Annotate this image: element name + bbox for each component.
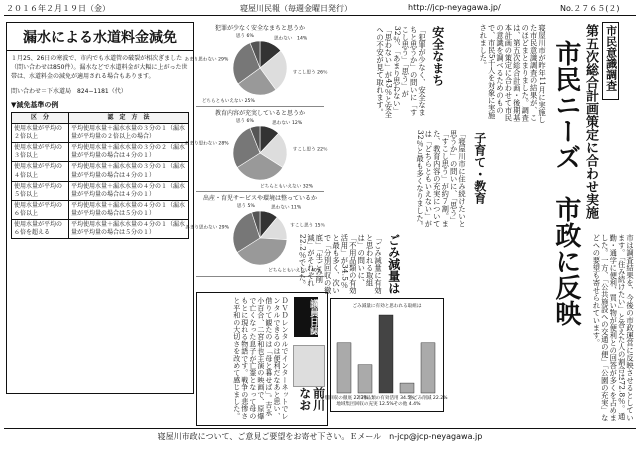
bar-svg [319, 299, 448, 411]
slice-label: 思わない 14% [274, 36, 308, 42]
pie-svg [184, 30, 328, 106]
article-lead: 寝屋川市が昨年11月に実施した市民意識調査の結果が、このほどまとまりました。調査は、第五次総合計画・後期基本計画の策定に合わせて市民の意識を調べるためのもので、市民5千人を対象に実施されました。 [479, 24, 547, 124]
site-url[interactable]: http://jcp-neyagawa.jp/ [408, 3, 501, 12]
slice-label: どちらともいえない 32% [260, 184, 314, 190]
pie-chart-safety [184, 22, 328, 107]
slice-label: 思わない 12% [272, 120, 303, 126]
section-body-garbage: 「ごみ減量に有効と思われる取組は」の問いに、「不用品類の有効活用」が34.5％と最も多く、次いで「分別回収の徹底」「生ごみ削減」がそれぞれ22.2％でした。 [298, 234, 383, 294]
headline-main: 市民ニーズ 市政に反映 [550, 40, 581, 326]
table-row [12, 124, 189, 143]
table-cell: 平均使用水量＋漏水水量の３分の１（漏水量が平均量の２倍以上の場合） [69, 124, 189, 143]
bar-label: 地域集団回収の充実 12.5% [336, 402, 394, 407]
page-header [0, 0, 640, 16]
footer-rule [4, 428, 636, 429]
slice-label: 思う 5% [236, 203, 255, 209]
section-body-safety: 「犯罪が少なく、安全なまちと思うか」の問いに「すこし思う」「思う」が32％、「あまり思わない」「思わない」が43％と安全への不安が見て取れます。 [376, 26, 427, 119]
section-title-garbage: ごみ減量は [386, 234, 401, 294]
article-continuation: 市は調査結果を、今後の市政運営に反映させるとしています。「住み続けたい」と答えた人の割合は72.8％。通勤・通学に便利、買い物が便利との回答が多くを占めました。一方、「公共施設への交通の便」「公園の充実」などへの要望も寄せられています。 [592, 234, 635, 422]
council-diary [196, 292, 328, 426]
chart-title: 犯罪が少なく安全なまちと思うか [214, 25, 305, 32]
diary-body: ＤＶＤレンタルでインターネットでレンタルできるのは便利だなあと思い、借りて観たのは「母と暮せば」。吉永小百合、二宮和也主演の映画で、原爆で亡くなった息子が亡霊となって母のもとに現れる物語です。戦争の悲惨さと平和の大切さを改めて感じました。 [232, 297, 289, 420]
headline-sub: 第五次総合計画策定に合わせ実施 [582, 24, 598, 219]
table-header-method: 認 定 方 法 [69, 113, 189, 124]
table-cell: 使用水量が平均の２倍以上 [12, 124, 69, 143]
member-photo [293, 345, 325, 387]
issue-number: No.２７６５(２) [560, 4, 620, 13]
header-rule [4, 15, 636, 16]
notice-subtitle: ▼減免基準の例 [11, 101, 59, 109]
table-row [12, 200, 189, 219]
issue-date: ２０１６年２月１９日（金） [6, 4, 110, 13]
bar [421, 343, 435, 393]
garbage-bar-chart [319, 298, 448, 412]
slice-label: すこし思う 26％ [292, 70, 328, 76]
slice-label: あまり思わない 29% [184, 57, 229, 63]
page-footer: 寝屋川市政について、ご意見ご要望をお寄せ下さい。Ｅメール n-jcp@jcp-neyagawa.jp [157, 432, 483, 441]
table-cell: 使用水量が平均の３倍以上 [12, 143, 69, 162]
bar [337, 343, 351, 393]
table-cell: 平均使用水量＋漏水水量の３分の２（漏水量が平均量の場合は４分の１） [69, 143, 189, 162]
section-title-education: 子育て・教育 [472, 132, 487, 204]
bar-label: 不用品類の有効活用 34.5% [357, 396, 415, 401]
notice-body: １月25、26日の寒波で、市内でも水道管の破裂が相次ぎました（問い合わせは850件）。漏水などで水道料金が大幅に上がった世帯は、水道料金の減免が適用される場合もあります。 [11, 55, 188, 80]
table-cell: 平均使用水量＋漏水水量の４分の１（漏水量が平均量の場合は４分の１） [69, 181, 189, 200]
chart-title: ごみ減量に有効と思われる取組は [352, 304, 422, 309]
table-cell: 使用水量が平均の４倍以上 [12, 162, 69, 181]
bar [379, 315, 393, 393]
diary-badge: 議員日誌 [294, 297, 318, 337]
article-kicker: 市民意識調査 [602, 22, 619, 100]
section-body-education: 「寝屋川市に住み続けたいと思うか」の問いに、「思う」「すこし思う」が約７割。また、教育内容の充実については「どちらともいえない」が32％と最も多くなりました。 [416, 130, 467, 230]
reduction-table [11, 112, 189, 239]
table-header-category: 区 分 [12, 113, 69, 124]
pie-svg [184, 115, 328, 191]
bar-label: その他 4.4% [393, 402, 421, 407]
bar [358, 365, 372, 393]
table-cell: 平均使用水量＋漏水水量の３分の１（漏水量が平均量の場合は４分の１） [69, 162, 189, 181]
slice-label: すこし思う 22％ [292, 147, 328, 153]
slice-label: どちらともいえない 25% [201, 99, 255, 105]
bar-label: 生ごみ削減 22.2% [408, 396, 448, 401]
notice-title: 漏水による水道料金減免 [7, 23, 193, 51]
water-fee-notice [6, 22, 194, 394]
slice-label: 思う 6% [235, 34, 254, 40]
chart-title: 教育内容が充実していると思うか [214, 110, 305, 117]
table-cell: 使用水量が平均の６倍を超える [12, 220, 69, 239]
slice-label: すこし思う 15％ [290, 223, 326, 229]
notice-contact: 問い合わせ＝下水道局 824−1181（代） [11, 88, 127, 95]
table-cell: 使用水量が平均の５倍以上 [12, 181, 69, 200]
bar [400, 383, 414, 393]
table-cell: 使用水量が平均の６倍以上 [12, 200, 69, 219]
slice-label: あまり思わない 29% [185, 225, 229, 231]
paper-name: 寝屋川民報（毎週金曜日発行） [240, 4, 352, 13]
section-title-safety: 安全なまち [430, 26, 445, 86]
table-row [12, 162, 189, 181]
slice-label: どちらともいえない 40% [268, 268, 322, 274]
table-row [12, 143, 189, 162]
chart-title: 出産・育児サービスや環境は整っているか [202, 195, 317, 202]
slice-label: 思う 6% [235, 119, 254, 125]
slice-label: あまり思わない 28% [184, 141, 229, 147]
member-name: 前川 なお [297, 387, 326, 411]
table-cell: 平均使用水量＋漏水水量の４分の１（漏水量が平均量の場合は５分の１） [69, 220, 189, 239]
slice-label: 思わない 11% [271, 205, 302, 211]
table-row [12, 181, 189, 200]
table-row [12, 220, 189, 239]
bar-label: 分別回収の徹底 22.2% [319, 396, 369, 401]
pie-chart-education [184, 107, 328, 192]
table-cell: 平均使用水量＋漏水水量の４分の１（漏水量が平均量の場合は５分の１） [69, 200, 189, 219]
